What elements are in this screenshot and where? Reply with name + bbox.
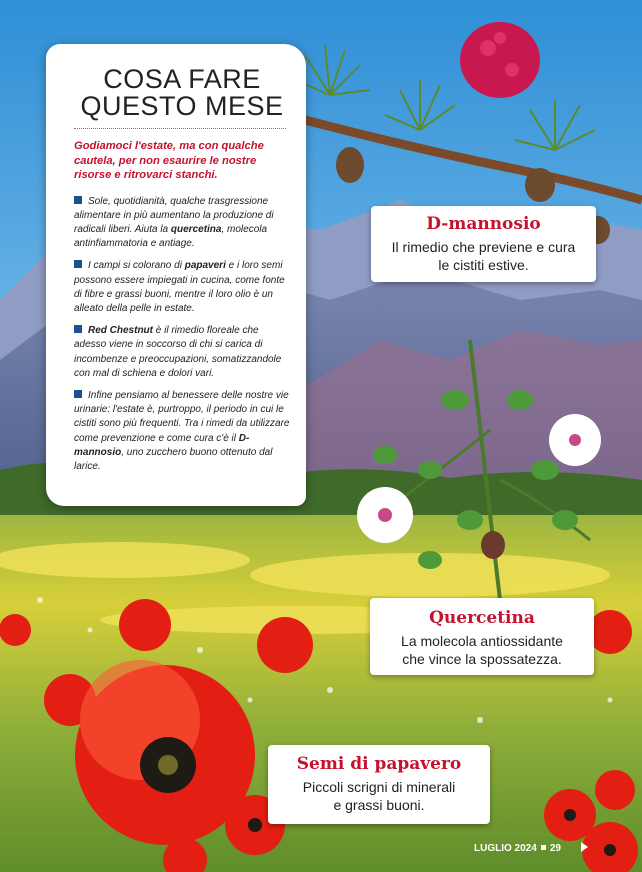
paragraph-red-chestnut <box>74 324 290 381</box>
info-box-d-mannosio <box>371 206 596 282</box>
info-line-2: e grassi buoni. <box>333 797 425 813</box>
info-line-2: che vince la spossatezza. <box>402 651 562 667</box>
page-number: 29 <box>549 843 561 854</box>
title-line-2: QUESTO MESE <box>80 91 284 121</box>
info-line-1: La molecola antiossidante <box>401 633 563 649</box>
p4-text-c: , uno zucchero buono ottenuto dal larice. <box>74 446 273 472</box>
paragraph-papaveri <box>74 259 290 316</box>
info-box-semi-di-papavero <box>268 745 490 824</box>
p1-text-a: Sole, quotidianità, qualche trasgressione alimentare in più aumentano la produzione di radicali liberi. Aiuta la <box>74 195 274 235</box>
page-title <box>74 66 290 120</box>
dotted-divider <box>74 128 286 129</box>
issue-label: LUGLIO 2024 <box>474 843 537 854</box>
info-line-1: Piccoli scrigni di minerali <box>302 779 456 795</box>
info-line-2: le cistiti estive. <box>438 257 529 273</box>
p1-bold: quercetina <box>170 223 222 235</box>
info-title: D-mannosio <box>426 214 541 234</box>
title-line-1: COSA FARE <box>103 64 261 94</box>
bullet-square-icon <box>74 260 82 268</box>
paragraph-d-mannosio <box>74 389 290 474</box>
p3-bold: Red Chestnut <box>88 325 153 337</box>
info-line-1: Il rimedio che previene e cura <box>391 239 576 255</box>
separator-square-icon <box>541 845 546 850</box>
p4-text-a: Infine pensiamo al benessere delle nostre vie urinarie: l'estate è, purtroppo, il periodo in cui le cistiti sono più frequenti. Tra i rimedi da utilizzare come prevenzione e come cura c'è il <box>74 389 290 444</box>
paragraph-quercetina <box>74 195 290 252</box>
intro-text: Godiamoci l'estate, ma con qualche cautela, per non esaurire le nostre risorse e ritrovarci stanchi. <box>74 140 264 181</box>
next-page-arrow-icon[interactable] <box>581 842 588 852</box>
p2-text-c: e i loro semi possono essere impiegati in cucina, come fonte di fibre e grassi buoni, mentre il loro olio è un alleato della pelle in estate. <box>74 260 285 314</box>
info-title: Semi di papavero <box>296 754 462 774</box>
p4-bold: D-mannosio <box>74 432 250 458</box>
bullet-square-icon <box>74 390 82 398</box>
bullet-square-icon <box>74 196 82 204</box>
info-title: Quercetina <box>429 608 535 628</box>
p2-text-a: I campi si colorano di <box>88 260 185 272</box>
page-footer <box>474 842 588 854</box>
p3-text-b: è il rimedio floreale che adesso viene in soccorso di chi si carica di incombenze e preoccupazioni, somatizzandole con mal di schiena e dolori vari. <box>74 325 282 379</box>
p2-bold: papaveri <box>184 260 226 272</box>
bullet-square-icon <box>74 325 82 333</box>
main-article-card <box>46 44 306 506</box>
info-box-quercetina <box>370 598 594 675</box>
p1-text-c: , molecola antinfiammatoria e antiage. <box>74 223 268 250</box>
